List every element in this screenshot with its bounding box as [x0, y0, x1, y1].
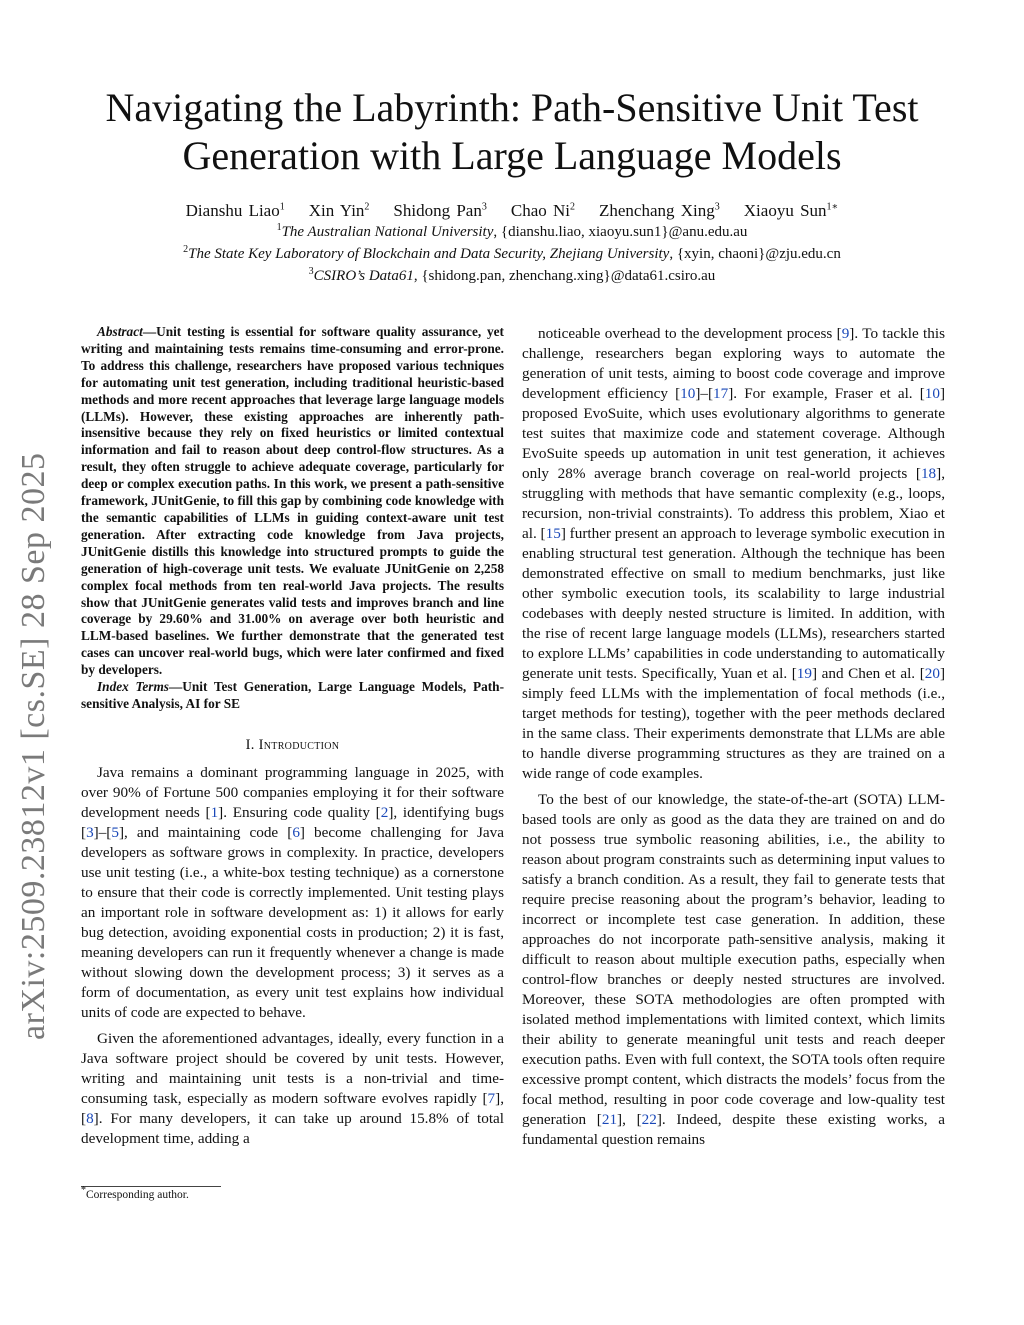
author-affiliation-mark: 1∗ — [826, 201, 839, 213]
body-paragraph — [81, 1029, 504, 1149]
author-list — [60, 201, 964, 221]
citation-link[interactable]: 22 — [641, 1111, 657, 1128]
section-heading: I. Introduction — [245, 736, 340, 753]
right-column — [522, 324, 945, 1156]
footnote: *Corresponding author. — [81, 1186, 504, 1201]
author-name: Shidong Pan$^3$ — [393, 201, 487, 220]
citation-link[interactable]: 5 — [111, 823, 119, 841]
author-affiliation-mark: 2 — [364, 201, 370, 213]
body-paragraph — [522, 324, 945, 784]
paragraph-text: Java remains a dominant programming language in 2025, with over 90% of Fortune 500 companies employing it for their software development needs [ — [81, 763, 504, 821]
citation-link[interactable]: 3 — [86, 823, 94, 841]
paragraph-text: Given the aforementioned advantages, ideally, every function in a Java software project should be covered by unit tests. However, writing and maintaining unit tests is a non-trivial and time-consuming task, especially as modern software evolves rapidly [ — [81, 1029, 504, 1107]
citation-link[interactable]: 21 — [601, 1111, 618, 1128]
author-name: Xiaoyu Sun$^{1∗}$ — [743, 201, 839, 220]
author-affiliation-mark: 3 — [481, 201, 487, 213]
paragraph-text: ]. For many developers, it can take up around 15.8% of total development time, adding a — [81, 1109, 504, 1147]
citation-link[interactable]: 2 — [380, 803, 389, 821]
paragraph-text: ] further present an approach to leverage symbolic execution in enabling structural test generation. Although the technique has been demonstrated effective on small to medium benchmarks, just like other symbolic execution tools, its scalability to large industrial codebases with deeply nested structure is limited. In addition, with the rise of recent large language models (LLMs), researchers started to explore LLMs’ capabilities in code understanding to automatically generate unit tests. Specifically, Yuan et al. [ — [522, 525, 945, 682]
citation-link[interactable]: 19 — [796, 665, 812, 682]
affiliation-2: $^2$The State Key Laboratory of Blockchain and Data Security, Zhejiang University, {xyin, chaoni}@zju.edu.cn — [183, 244, 841, 262]
paragraph-text: ], struggling with methods that have semantic complexity (e.g., loops, recursion, non-trivial constraints). To address this problem, Xiao et al. [ — [522, 465, 945, 542]
left-column — [81, 324, 504, 1155]
author-affiliation-mark: 1 — [279, 201, 285, 213]
author-name: Xin Yin$^2$ — [308, 201, 370, 220]
paragraph-text: ] become challenging for Java developers as software grows in complexity. In practice, developers use unit testing (i.e., a white-box testing technique) as a cornerstone to ensure that their code is correctly implemented. Unit testing plays an important role in software development as: 1) it allows for early bug detection, avoiding exponential costs in production; 2) it is fast, meaning developers can run it frequently whenever a change is made without slowing down the development process; 3) it serves as a form of documentation, as every unit test explains how individual units of code are expected to behave. — [81, 823, 505, 1021]
left-body — [81, 763, 504, 1149]
paragraph-text: ]. To tackle this challenge, researchers began exploring ways to automate the generation of unit tests, aiming to boost code coverage and improve development efficiency [ — [522, 325, 945, 402]
paragraph-text: ] proposed EvoSuite, which uses evolutionary algorithms to generate test suites that maximize code and statement coverage. Although EvoSuite speeds up automation in unit test generation, it achieves only 28% average branch coverage on real-world projects [ — [522, 385, 946, 482]
author-affiliation-mark: 2 — [570, 201, 575, 213]
body-paragraph — [81, 763, 504, 1023]
right-body — [522, 324, 945, 1150]
paragraph-text: ], [ — [617, 1111, 642, 1128]
citation-link[interactable]: 9 — [841, 325, 850, 342]
paragraph-text: ]–[ — [93, 823, 112, 841]
affiliation-1: $^1$The Australian National University, {dianshu.liao, xiaoyu.sun1}@anu.edu.au — [276, 222, 748, 240]
citation-link[interactable]: 15 — [545, 525, 561, 542]
footnote-rule — [81, 1186, 221, 1187]
citation-link[interactable]: 17 — [713, 385, 729, 402]
author-name: Dianshu Liao$^1$ — [185, 201, 285, 220]
citation-link[interactable]: 10 — [680, 385, 696, 402]
paragraph-text: ], [ — [81, 1089, 504, 1127]
paragraph-text: To the best of our knowledge, the state-of-the-art (SOTA) LLM-based tools are only as good as the data they are trained on and do not possess true symbolic reasoning abilities, i.e., the ability to reason about program constraints such as determining input values to satisfy a branch condition. As a result, they fail to generate tests that require precise reasoning about the program’s behavior, leading to incorrect or incomplete test case generation. In addition, these approaches do not incorporate path-sensitive analysis, making it difficult to reason about multiple execution paths, especially when control-flow branches or deeply nested structures are involved. Moreover, these SOTA methodologies are often prompted with isolated method implementations with limited context, which limits their ability to generate meaningful unit tests and reach deeper execution paths. Even with full context, the SOTA tools often require excessive prompt content, which distracts the models’ focus from the focal method, resulting in poor code coverage and low-quality test generation [ — [522, 791, 945, 1128]
citation-link[interactable]: 20 — [924, 665, 940, 682]
affiliation-3: $^3$CSIRO’s Data61, {shidong.pan, zhenchang.xing}@data61.csiro.au — [308, 266, 716, 284]
index-terms: Index Terms—Unit Test Generation, Large Language Models, Path-sensitive Analysis, AI for SE — [81, 679, 504, 711]
author-name: Zhenchang Xing$^3$ — [599, 201, 720, 220]
body-paragraph — [522, 790, 945, 1150]
paragraph-text: noticeable overhead to the development process [ — [538, 325, 842, 342]
paragraph-text: ]. Ensuring code quality [ — [218, 803, 381, 821]
citation-link[interactable]: 6 — [292, 823, 300, 841]
abstract: Abstract—Unit testing is essential for software quality assurance, yet writing and maintaining tests remains time-consuming and error-prone. To address this challenge, researchers have proposed various techniques for automating unit test generation, including traditional heuristic-based methods and more recent approaches that leverage large language models (LLMs). However, these existing approaches are inherently path-insensitive because they rely on fixed heuristics or limited contextual information and fail to reason about deep control-flow structures. As a result, they often struggle to achieve adequate coverage, particularly for deep or complex execution paths. In this work, we present a path-sensitive framework, JUnitGenie, to fill this gap by combining code knowledge with the semantic capabilities of LLMs in guiding context-aware unit test generation. After extracting code knowledge from Java projects, JUnitGenie distills this knowledge into structured prompts to guide the generation of high-coverage unit tests. We evaluate JUnitGenie on 2,258 complex focal methods from ten real-world Java projects. The results show that JUnitGenie generates valid tests and improves branch and line coverage by 29.60% and 31.00% on average over both heuristic and LLM-based baselines. We further demonstrate that the generated test cases can uncover real-world bugs, which were later confirmed and fixed by developers. — [81, 324, 504, 678]
paragraph-text: ]. Indeed, despite these existing works, a fundamental question remains — [522, 1111, 946, 1148]
citation-link[interactable]: 8 — [86, 1109, 94, 1127]
paragraph-text: ]–[ — [695, 385, 714, 402]
author-affiliation-mark: 3 — [714, 201, 720, 213]
paragraph-text: ], and maintaining code [ — [118, 823, 293, 841]
citation-link[interactable]: 1 — [210, 803, 219, 821]
paragraph-text: ], identifying bugs [ — [81, 803, 504, 841]
author-name: Chao Ni$^2$ — [510, 201, 575, 220]
paper-title: Navigating the Labyrinth: Path-Sensitive Unit Test Generation with Large Language Models — [105, 85, 919, 178]
paragraph-text: ] and Chen et al. [ — [811, 665, 925, 682]
citation-link[interactable]: 7 — [487, 1089, 496, 1107]
citation-link[interactable]: 10 — [924, 385, 940, 402]
paragraph-text: ]. For example, Fraser et al. [ — [728, 385, 925, 402]
citation-link[interactable]: 18 — [920, 465, 937, 482]
paragraph-text: ] simply feed LLMs with the implementation of focal methods (i.e., target methods for testing), together with the peer methods declared in the same class. Their experiments demonstrate that LLMs are able to handle diverse programming structures as they are trained on a wide range of code examples. — [522, 665, 946, 782]
arxiv-identifier: arXiv:2509.23812v1 [cs.SE] 28 Sep 2025 — [15, 452, 52, 1040]
